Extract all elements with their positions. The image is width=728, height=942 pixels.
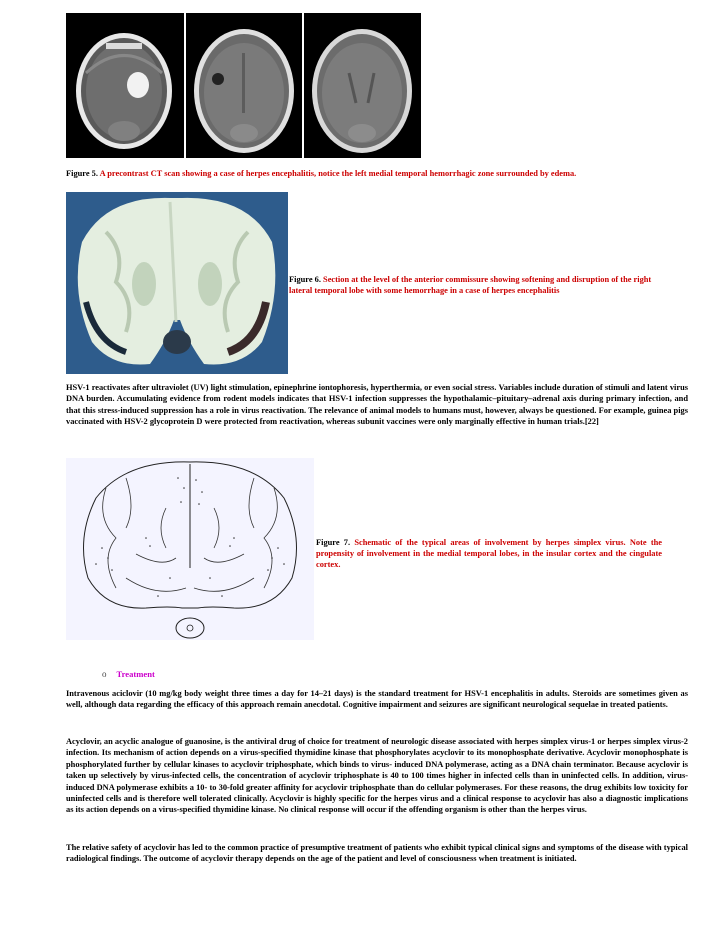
paragraph-acyclovir-mechanism: Acyclovir, an acyclic analogue of guanosine, is the antiviral drug of choice for treatment of neurologic disease associated with herpes simplex virus-1 or herpes simplex virus-2 infection. Its mechanism of action depends on a virus-specified thymidine kinase that phosphorylates acyclovir to its monophosphate derivative. Acyclovir monophosphate is phosphorylated further by cellular kinases to acyclovir triphosphate, which binds to virus- induced DNA polymerase, acting as a DNA chain terminator. Because acyclovir is taken up selectively by virus-infected cells, the concentration of acyclovir triphosphate is 40 to 100 times higher in infected cells than in uninfected cells. In addition, virus-induced DNA polymerase exhibits a 10- to 30-fold greater affinity for acyclovir triphosphate than do cellular polymerases. For these reasons, the drug exhibits low toxicity for uninfected cells and is therefore well tolerated clinically. Acyclovir is highly specific for the herpes virus and a clinical response to acyclovir has also a diagnostic implications as its action depends on a virus-specified thymidine kinase. No clinical response will occur if the offending organism is other than the herpes virus. [66,737,688,815]
figure-5-caption [66,168,686,179]
brain-section-photo [66,192,288,374]
figure-6-caption [289,274,671,296]
paragraph-intravenous-aciclovir: Intravenous aciclovir (10 mg/kg body weight three times a day for 14–21 days) is the standard treatment for HSV-1 encephalitis in adults. Steroids are sometimes given as well, although data regarding the efficacy of this approach remain anecdotal. Cognitive impairment and seizures are significant neurological sequelae in treated patients. [66,689,688,710]
figure-5-label: Figure 5. [66,169,98,178]
paragraph-presumptive-treatment: The relative safety of acyclovir has led to the common practice of presumptive treatment of patients who exhibit typical clinical signs and symptoms of the disease with typical radiological findings. The outcome of acyclovir therapy depends on the age of the patient and level of consciousness when treatment is initiated. [66,843,688,864]
ct-scan-image-1 [66,13,184,158]
treatment-heading-text: Treatment [116,669,155,679]
treatment-heading [102,664,155,682]
figure-7-text: Schematic of the typical areas of involvement by herpes simplex virus. Note the propensity of involvement in the medial temporal lobes, in the insular cortex and the cingulate cortex. [316,538,662,569]
figure-5-text: A precontrast CT scan showing a case of herpes encephalitis, notice the left medial temporal hemorrhagic zone surrounded by edema. [99,169,577,178]
figure-6-text: Section at the level of the anterior commissure showing softening and disruption of the right lateral temporal lobe with some hemorrhage in a case of herpes encephalitis [289,275,652,295]
paragraph-reactivation: HSV-1 reactivates after ultraviolet (UV) light stimulation, epinephrine iontophoresis, hyperthermia, or even social stress. Variables include duration of stimuli and latent virus DNA burden. Accumulating evidence from rodent models indicates that HSV-1 infection suppresses the hypothalamic–pituitary–adrenal axis during primary infection, and that this stress-induced suppression has a role in virus reactivation. The relevance of animal models to humans must, however, always be questioned. For example, guinea pigs vaccinated with HSV-2 glycoprotein D were protected from reactivation, whereas subunit vaccines were only marginally effective in human trials.[22] [66,383,688,427]
figure-6-label: Figure 6. [289,275,321,284]
figure-7-label: Figure 7. [316,538,351,547]
bullet-icon: o [102,669,107,679]
figure-7-caption [316,537,662,570]
brain-schematic-drawing [66,458,314,640]
ct-scan-image-2 [186,13,302,158]
ct-scan-image-3 [304,13,421,158]
